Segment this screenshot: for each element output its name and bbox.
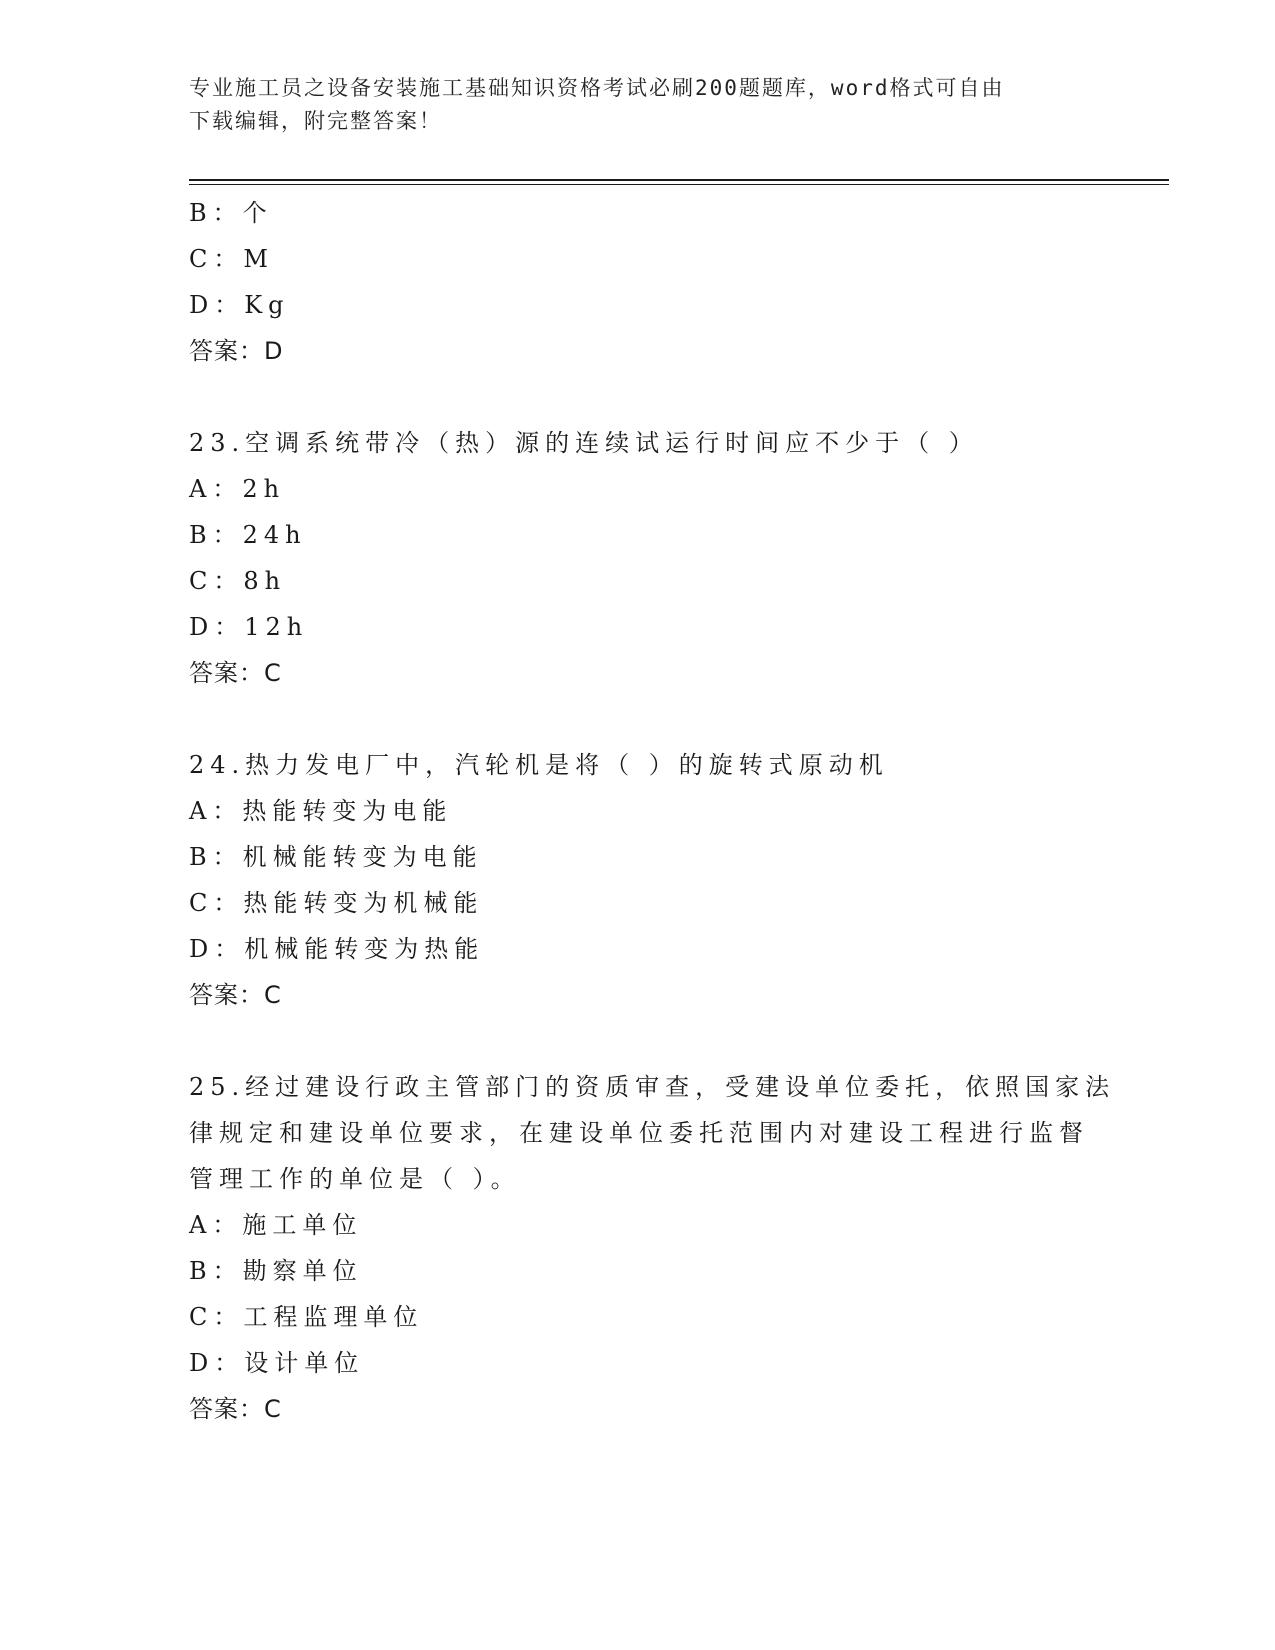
option-c: C：热能转变为机械能 bbox=[189, 889, 484, 917]
question-22-tail bbox=[189, 190, 1089, 374]
question-23 bbox=[189, 420, 1089, 696]
header-rule-thin bbox=[189, 184, 1169, 185]
option-c: C：工程监理单位 bbox=[189, 1303, 424, 1331]
question-stem: 23.空调系统带冷（热）源的连续试运行时间应不少于（ ） bbox=[189, 429, 979, 457]
header-rule-thick bbox=[189, 179, 1169, 181]
question-25 bbox=[189, 1064, 1116, 1432]
question-stem: 24.热力发电厂中，汽轮机是将（ ）的旋转式原动机 bbox=[189, 751, 889, 779]
header-line-2: 下载编辑，附完整答案！ bbox=[189, 109, 442, 133]
option-c: C：8h bbox=[189, 567, 287, 595]
option-a: A：施工单位 bbox=[189, 1211, 363, 1239]
option-b: B：机械能转变为电能 bbox=[189, 843, 483, 871]
spacer bbox=[189, 1018, 1089, 1064]
option-d: D：Kg bbox=[189, 291, 290, 319]
option-b: B：勘察单位 bbox=[189, 1257, 363, 1285]
question-stem bbox=[189, 1064, 1116, 1202]
option-d: D：设计单位 bbox=[189, 1349, 365, 1377]
option-b: B：24h bbox=[189, 521, 307, 549]
question-stem-line: 管理工作的单位是（ ）。 bbox=[189, 1165, 521, 1193]
option-d: D：机械能转变为热能 bbox=[189, 935, 485, 963]
document-header bbox=[189, 72, 1089, 138]
option-c: C：M bbox=[189, 245, 274, 273]
option-a: A：热能转变为电能 bbox=[189, 797, 453, 825]
answer: 答案：D bbox=[189, 337, 284, 365]
answer: 答案：C bbox=[189, 659, 282, 687]
answer: 答案：C bbox=[189, 1395, 282, 1423]
option-a: A：2h bbox=[189, 475, 286, 503]
header-line-1: 专业施工员之设备安装施工基础知识资格考试必刷200题题库，word格式可自由 bbox=[189, 76, 1005, 100]
answer: 答案：C bbox=[189, 981, 282, 1009]
question-stem-line: 律规定和建设单位要求，在建设单位委托范围内对建设工程进行监督 bbox=[189, 1119, 1089, 1147]
spacer bbox=[189, 374, 1089, 420]
question-stem-line: 25.经过建设行政主管部门的资质审查，受建设单位委托，依照国家法 bbox=[189, 1073, 1116, 1101]
spacer bbox=[189, 696, 1089, 742]
option-d: D：12h bbox=[189, 613, 309, 641]
option-b: B：个 bbox=[189, 199, 273, 227]
question-list bbox=[189, 190, 1116, 1432]
question-24 bbox=[189, 742, 1089, 1018]
